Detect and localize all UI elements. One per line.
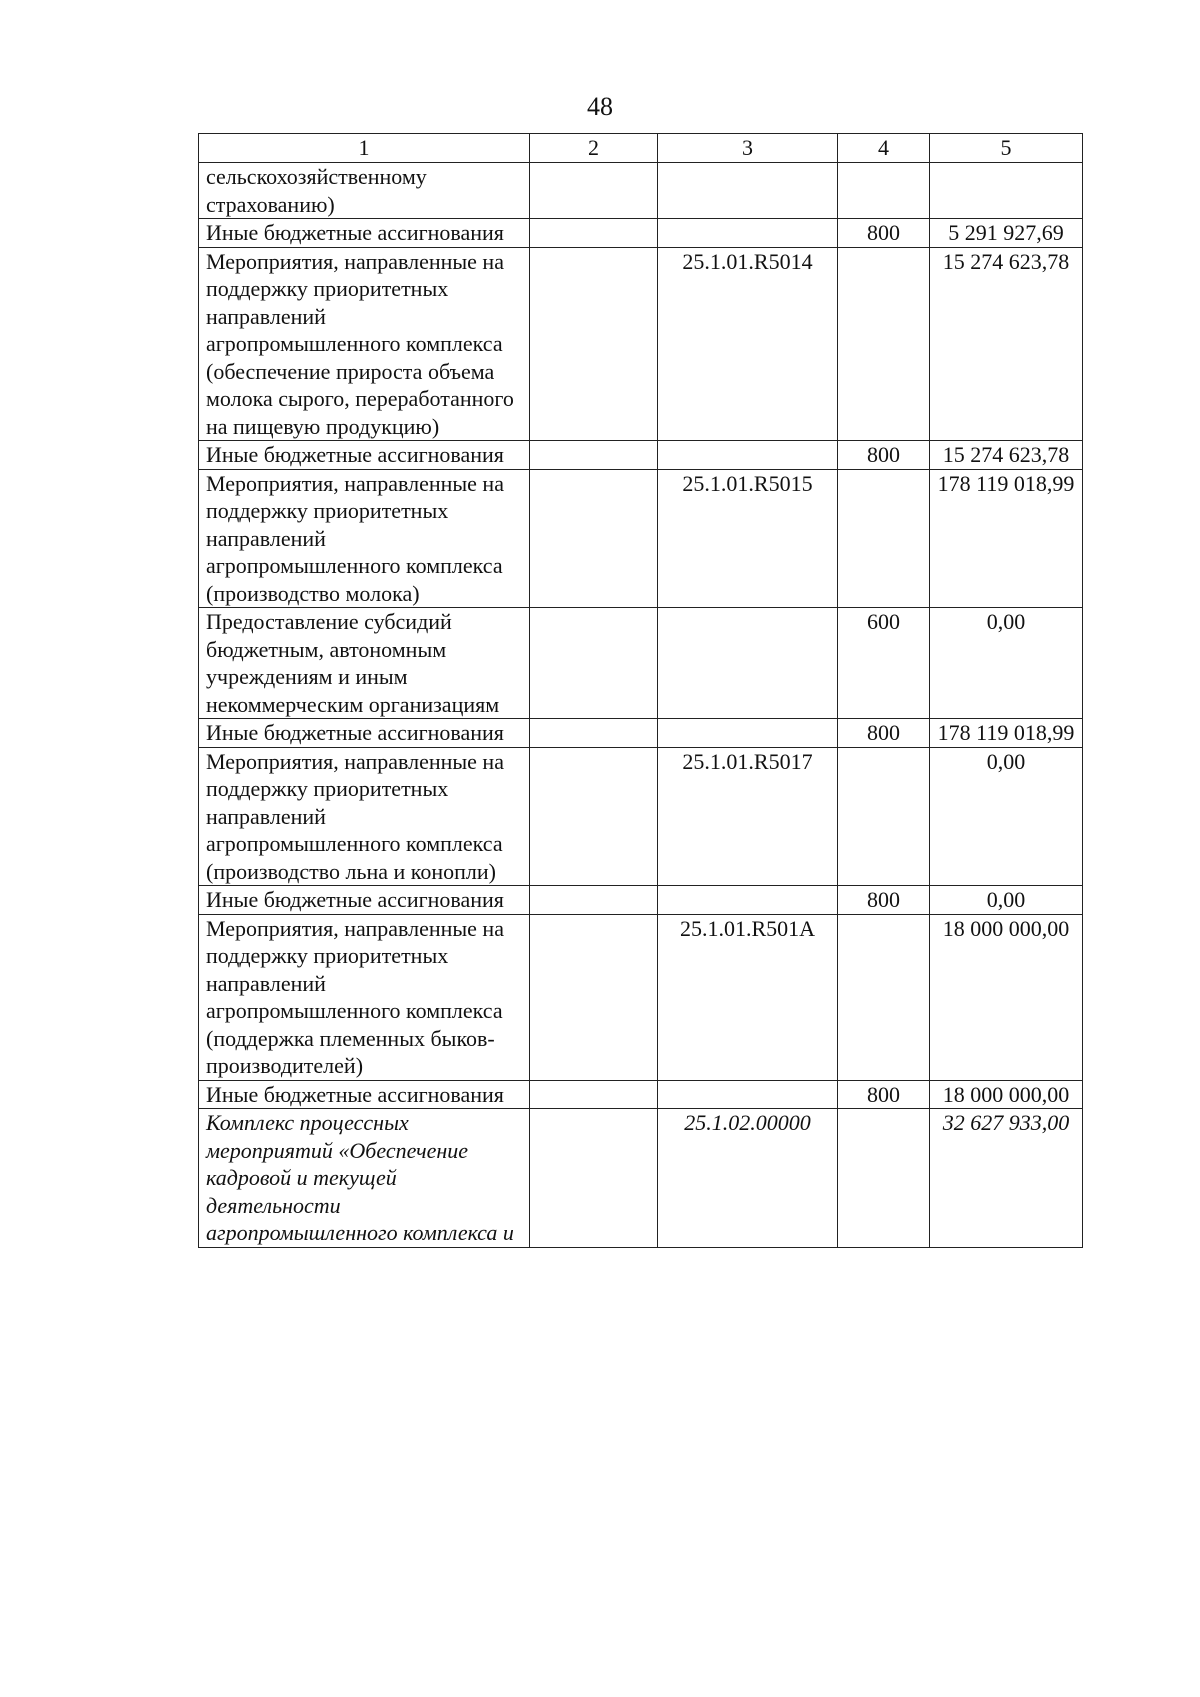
cell-amount: 5 291 927,69 xyxy=(930,219,1083,248)
table-header xyxy=(199,134,1083,163)
budget-table xyxy=(198,133,1083,1248)
cell-expense-type: 800 xyxy=(838,441,930,470)
cell-code: 25.1.02.00000 xyxy=(658,1109,838,1248)
table-row xyxy=(199,247,1083,441)
table-row xyxy=(199,886,1083,915)
cell-name: Мероприятия, направленные на поддержку приоритетных направлений агропромышленного комплекса (обеспечение прироста объема молока сырого, переработанного на пищевую продукцию) xyxy=(199,247,530,441)
cell-code xyxy=(658,441,838,470)
cell-col2 xyxy=(530,1080,658,1109)
header-col-1: 1 xyxy=(199,134,530,163)
cell-expense-type xyxy=(838,247,930,441)
table-row xyxy=(199,1109,1083,1248)
cell-col2 xyxy=(530,247,658,441)
cell-code xyxy=(658,608,838,719)
cell-code: 25.1.01.R501A xyxy=(658,914,838,1080)
cell-col2 xyxy=(530,747,658,886)
cell-col2 xyxy=(530,719,658,748)
cell-expense-type: 800 xyxy=(838,886,930,915)
header-row xyxy=(199,134,1083,163)
cell-name: сельскохозяйственному страхованию) xyxy=(199,163,530,219)
table-row xyxy=(199,163,1083,219)
cell-expense-type xyxy=(838,469,930,608)
cell-expense-type: 800 xyxy=(838,219,930,248)
cell-amount: 32 627 933,00 xyxy=(930,1109,1083,1248)
header-col-5: 5 xyxy=(930,134,1083,163)
table-body xyxy=(199,163,1083,1248)
cell-amount: 15 274 623,78 xyxy=(930,247,1083,441)
cell-col2 xyxy=(530,163,658,219)
cell-name: Иные бюджетные ассигнования xyxy=(199,886,530,915)
cell-name: Мероприятия, направленные на поддержку приоритетных направлений агропромышленного комплекса (поддержка племенных быков-производителей) xyxy=(199,914,530,1080)
table-row xyxy=(199,747,1083,886)
header-col-4: 4 xyxy=(838,134,930,163)
cell-expense-type xyxy=(838,163,930,219)
table-row xyxy=(199,1080,1083,1109)
cell-code xyxy=(658,163,838,219)
cell-expense-type xyxy=(838,747,930,886)
table-row xyxy=(199,719,1083,748)
cell-amount: 15 274 623,78 xyxy=(930,441,1083,470)
cell-expense-type xyxy=(838,914,930,1080)
cell-col2 xyxy=(530,1109,658,1248)
cell-expense-type xyxy=(838,1109,930,1248)
cell-col2 xyxy=(530,608,658,719)
cell-amount: 0,00 xyxy=(930,747,1083,886)
cell-amount: 18 000 000,00 xyxy=(930,1080,1083,1109)
cell-name: Иные бюджетные ассигнования xyxy=(199,1080,530,1109)
cell-name: Иные бюджетные ассигнования xyxy=(199,719,530,748)
cell-name: Предоставление субсидий бюджетным, автономным учреждениям и иным некоммерческим организациям xyxy=(199,608,530,719)
cell-code: 25.1.01.R5017 xyxy=(658,747,838,886)
cell-name: Иные бюджетные ассигнования xyxy=(199,219,530,248)
cell-expense-type: 800 xyxy=(838,719,930,748)
cell-col2 xyxy=(530,441,658,470)
cell-col2 xyxy=(530,469,658,608)
cell-code xyxy=(658,719,838,748)
header-col-3: 3 xyxy=(658,134,838,163)
header-col-2: 2 xyxy=(530,134,658,163)
cell-col2 xyxy=(530,914,658,1080)
cell-amount: 178 119 018,99 xyxy=(930,469,1083,608)
cell-expense-type: 600 xyxy=(838,608,930,719)
cell-amount: 178 119 018,99 xyxy=(930,719,1083,748)
table-row xyxy=(199,219,1083,248)
cell-name: Мероприятия, направленные на поддержку приоритетных направлений агропромышленного комплекса (производство молока) xyxy=(199,469,530,608)
table-row xyxy=(199,469,1083,608)
cell-amount: 18 000 000,00 xyxy=(930,914,1083,1080)
table-row xyxy=(199,441,1083,470)
cell-expense-type: 800 xyxy=(838,1080,930,1109)
cell-amount: 0,00 xyxy=(930,886,1083,915)
cell-name: Иные бюджетные ассигнования xyxy=(199,441,530,470)
table-row xyxy=(199,608,1083,719)
cell-col2 xyxy=(530,886,658,915)
cell-code: 25.1.01.R5015 xyxy=(658,469,838,608)
cell-code xyxy=(658,1080,838,1109)
cell-col2 xyxy=(530,219,658,248)
page-number: 48 xyxy=(587,92,613,121)
cell-code xyxy=(658,219,838,248)
cell-code xyxy=(658,886,838,915)
cell-code: 25.1.01.R5014 xyxy=(658,247,838,441)
cell-name: Комплекс процессных мероприятий «Обеспечение кадровой и текущей деятельности агропромышленного комплекса и xyxy=(199,1109,530,1248)
cell-amount: 0,00 xyxy=(930,608,1083,719)
cell-name: Мероприятия, направленные на поддержку приоритетных направлений агропромышленного комплекса (производство льна и конопли) xyxy=(199,747,530,886)
table-row xyxy=(199,914,1083,1080)
cell-amount xyxy=(930,163,1083,219)
